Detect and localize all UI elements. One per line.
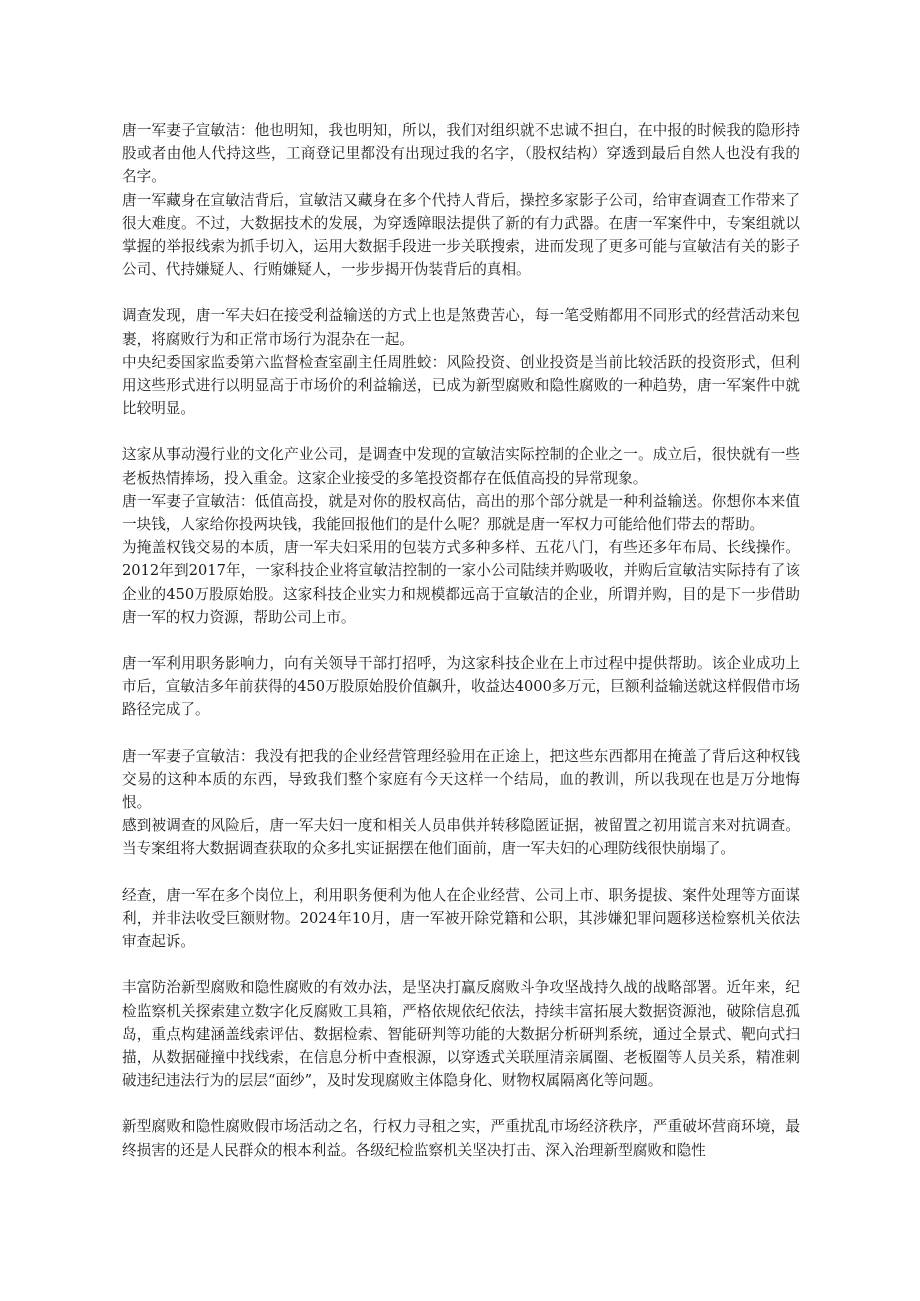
- paragraph-gap: [122, 629, 800, 652]
- paragraph-3: 调查发现，唐一军夫妇在接受利益输送的方式上也是煞费苦心，每一笔受贿都用不同形式的经营活动来包裹，将腐败行为和正常市场行为混杂在一起。: [122, 307, 800, 348]
- paragraph-12: 丰富防治新型腐败和隐性腐败的有效办法，是坚决打赢反腐败斗争攻坚战持久战的战略部署。近年来，纪检监察机关探索建立数字化反腐败工具箱，严格依规依纪依法，持续丰富拓展大数据资源池，破除信息孤岛，重点构建涵盖线索评估、数据检索、智能研判等功能的大数据分析研判系统，通过全景式、靶向式扫描，从数据碰撞中找线索，在信息分析中查根源，以穿透式关联厘清亲属圈、老板圈等人员关系，精准刺破违纪违法行为的层层“面纱”，及时发现腐败主体隐身化、财物权属隔离化等问题。: [122, 979, 800, 1090]
- paragraph-1: 唐一军妻子宣敏洁：他也明知，我也明知，所以，我们对组织就不忠诚不担白，在中报的时候我的隐形持股或者由他人代持这些，工商登记里都没有出现过我的名字，（股权结构）穿透到最后自然人也没有我的名字。: [122, 122, 800, 186]
- paragraph-4: 中央纪委国家监委第六监督检查室副主任周胜蛟：风险投资、创业投资是当前比较活跃的投资形式，但利用这些形式进行以明显高于市场价的利益输送，已成为新型腐败和隐性腐败的一种趋势，唐一军案件中就比较明显。: [122, 353, 800, 418]
- paragraph-11: 经查，唐一军在多个岗位上，利用职务便利为他人在企业经营、公司上市、职务提拔、案件处理等方面谋利，并非法收受巨额财物。2024年10月，唐一军被开除党籍和公职，其涉嫌犯罪问题移送检察机关依法审查起诉。: [122, 886, 800, 951]
- paragraph-gap: [122, 953, 800, 976]
- paragraph-10: 感到被调查的风险后，唐一军夫妇一度和相关人员串供并转移隐匿证据，被留置之初用谎言来对抗调查。当专案组将大数据调查获取的众多扎实证据摆在他们面前，唐一军夫妇的心理防线很快崩塌了。: [122, 817, 800, 858]
- paragraph-gap: [122, 1092, 800, 1115]
- paragraph-gap: [122, 420, 800, 443]
- paragraph-8: 唐一军利用职务影响力，向有关领导干部打招呼，为这家科技企业在上市过程中提供帮助。该企业成功上市后，宣敏洁多年前获得的450万股原始股价值飙升，收益达4000多万元，巨额利益输送就这样假借市场路径完成了。: [122, 655, 800, 719]
- paragraph-6: 唐一军妻子宣敏洁：低值高投，就是对你的股权高估，高出的那个部分就是一种利益输送。你想你本来值一块钱，人家给你投两块钱，我能回报他们的是什么呢？那就是唐一军权力可能给他们带去的帮助。: [122, 492, 800, 534]
- paragraph-gap: [122, 281, 800, 304]
- paragraph-gap: [122, 722, 800, 745]
- paragraph-5: 这家从事动漫行业的文化产业公司，是调查中发现的宣敏洁实际控制的企业之一。成立后，很快就有一些老板热情捧场，投入重金。这家企业接受的多笔投资都存在低值高投的异常现象。: [122, 446, 800, 487]
- document-body: [122, 119, 800, 1162]
- paragraph-7: 为掩盖权钱交易的本质，唐一军夫妇采用的包装方式多种多样、五花八门，有些还多年布局、长线操作。2012年到2017年，一家科技企业将宣敏洁控制的一家小公司陆续并购吸收，并购后宣敏洁实际持有了该企业的450万股原始股。这家科技企业实力和规模都远高于宣敏洁的企业，所谓并购，目的是下一步借助唐一军的权力资源，帮助公司上市。: [122, 539, 800, 626]
- paragraph-2: 唐一军藏身在宣敏洁背后，宣敏洁又藏身在多个代持人背后，操控多家影子公司，给审查调查工作带来了很大难度。不过，大数据技术的发展，为穿透障眼法提供了新的有力武器。在唐一军案件中，专案组就以掌握的举报线索为抓手切入，运用大数据手段进一步关联搜索，进而发现了更多可能与宣敏洁有关的影子公司、代持嫌疑人、行贿嫌疑人，一步步揭开伪装背后的真相。: [122, 191, 800, 279]
- paragraph-13: 新型腐败和隐性腐败假市场活动之名，行权力寻租之实，严重扰乱市场经济秩序，严重破坏营商环境，最终损害的还是人民群众的根本利益。各级纪检监察机关坚决打击、深入治理新型腐败和隐性: [122, 1118, 800, 1159]
- paragraph-gap: [122, 861, 800, 884]
- paragraph-9: 唐一军妻子宣敏洁：我没有把我的企业经营管理经验用在正途上，把这些东西都用在掩盖了背后这种权钱交易的这种本质的东西，导致我们整个家庭有今天这样一个结局，血的教训，所以我现在也是万分地悔恨。: [122, 747, 800, 812]
